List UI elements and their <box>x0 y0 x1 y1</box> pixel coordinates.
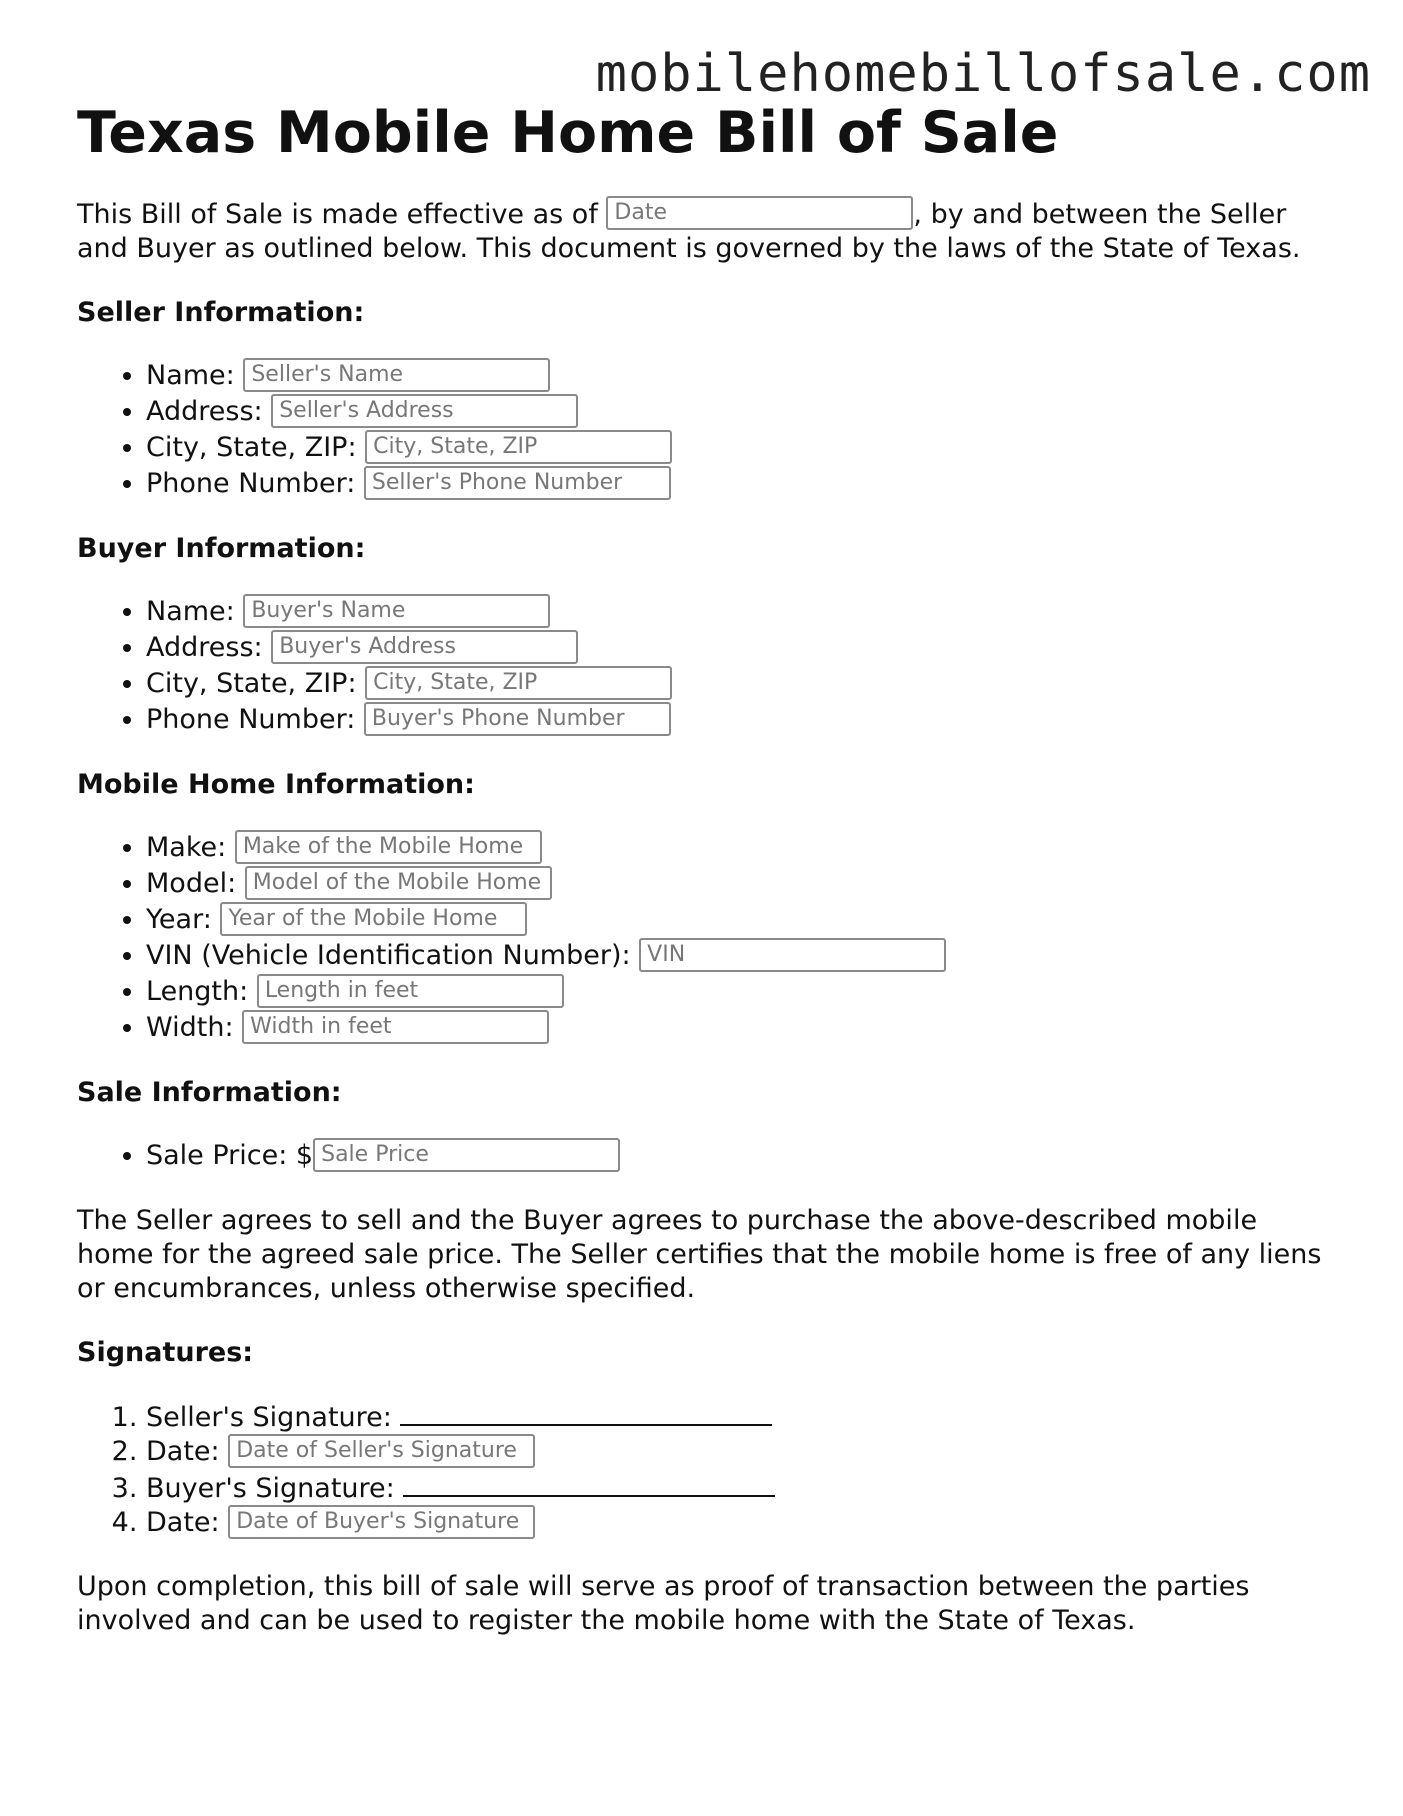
seller-date-item <box>146 1435 1337 1469</box>
buyer-name-item <box>146 594 1337 630</box>
field-label: Sale Price: $ <box>146 1140 314 1171</box>
field-label: VIN (Vehicle Identification Number): <box>146 940 640 971</box>
sale-list <box>77 1138 1337 1174</box>
field-label: Address: <box>146 632 272 663</box>
home-model-input[interactable] <box>245 866 552 900</box>
home-make-item <box>146 830 1337 866</box>
home-year-input[interactable] <box>220 902 527 936</box>
buyer-address-input[interactable] <box>271 630 578 664</box>
field-label: Make: <box>146 832 235 863</box>
signatures-heading: Signatures: <box>77 1337 254 1368</box>
seller-city-input[interactable] <box>365 430 672 464</box>
buyer-signature-line[interactable] <box>403 1469 775 1497</box>
buyer-date-item <box>146 1506 1337 1540</box>
seller-phone-input[interactable] <box>364 466 671 500</box>
buyer-heading: Buyer Information: <box>77 533 366 564</box>
buyer-phone-input[interactable] <box>364 702 671 736</box>
field-label: Length: <box>146 976 257 1007</box>
field-label: Width: <box>146 1012 243 1043</box>
home-make-input[interactable] <box>235 830 542 864</box>
seller-address-item <box>146 394 1337 430</box>
seller-city-item <box>146 430 1337 466</box>
intro-text-start: This Bill of Sale is made effective as of <box>77 199 607 230</box>
seller-heading: Seller Information: <box>77 297 365 328</box>
home-vin-item <box>146 938 1337 974</box>
sale-price-item <box>146 1138 1337 1174</box>
buyer-date-input[interactable] <box>228 1505 535 1539</box>
home-model-item <box>146 866 1337 902</box>
field-label: City, State, ZIP: <box>146 432 366 463</box>
seller-address-input[interactable] <box>271 394 578 428</box>
intro-paragraph <box>77 198 1337 266</box>
buyer-signature-item <box>146 1469 1337 1506</box>
field-label: Phone Number: <box>146 704 364 735</box>
home-length-item <box>146 974 1337 1010</box>
buyer-list <box>77 594 1337 738</box>
site-header: mobilehomebillofsale.com <box>595 44 1371 104</box>
seller-signature-item <box>146 1398 1337 1435</box>
seller-date-input[interactable] <box>228 1434 535 1468</box>
home-width-input[interactable] <box>242 1010 549 1044</box>
seller-phone-item <box>146 466 1337 502</box>
seller-list <box>77 358 1337 502</box>
effective-date-input[interactable] <box>606 196 913 230</box>
field-label: Model: <box>146 868 245 899</box>
home-year-item <box>146 902 1337 938</box>
agreement-paragraph: The Seller agrees to sell and the Buyer agrees to purchase the above-described mobile home for the agreed sale price. The Seller certifies that the mobile home is free of any liens or encumbrances, unless otherwise specified. <box>77 1205 1322 1304</box>
field-label: Name: <box>146 360 244 391</box>
home-heading: Mobile Home Information: <box>77 769 475 800</box>
buyer-city-item <box>146 666 1337 702</box>
document-body <box>77 98 1337 1638</box>
intro-text-end: , by and between the Seller and Buyer as outlined below. This document is governed by the laws of the State of Texas. <box>77 199 1301 264</box>
field-label: Date: <box>146 1436 229 1467</box>
seller-name-input[interactable] <box>243 358 550 392</box>
home-list <box>77 830 1337 1046</box>
signatures-list <box>77 1398 1337 1540</box>
home-vin-input[interactable] <box>639 938 946 972</box>
home-length-input[interactable] <box>257 974 564 1008</box>
page-title: Texas Mobile Home Bill of Sale <box>77 100 1059 166</box>
field-label: Phone Number: <box>146 468 364 499</box>
seller-signature-line[interactable] <box>400 1398 772 1426</box>
field-label: City, State, ZIP: <box>146 668 366 699</box>
buyer-address-item <box>146 630 1337 666</box>
field-label: Address: <box>146 396 272 427</box>
field-label: Seller's Signature: <box>146 1402 401 1433</box>
sale-price-input[interactable] <box>313 1138 620 1172</box>
seller-name-item <box>146 358 1337 394</box>
field-label: Name: <box>146 596 244 627</box>
buyer-phone-item <box>146 702 1337 738</box>
sale-heading: Sale Information: <box>77 1077 342 1108</box>
home-width-item <box>146 1010 1337 1046</box>
closing-paragraph: Upon completion, this bill of sale will serve as proof of transaction between the parties involved and can be used to register the mobile home with the State of Texas. <box>77 1571 1250 1636</box>
field-label: Year: <box>146 904 221 935</box>
buyer-name-input[interactable] <box>243 594 550 628</box>
field-label: Buyer's Signature: <box>146 1473 404 1504</box>
buyer-city-input[interactable] <box>365 666 672 700</box>
field-label: Date: <box>146 1507 229 1538</box>
